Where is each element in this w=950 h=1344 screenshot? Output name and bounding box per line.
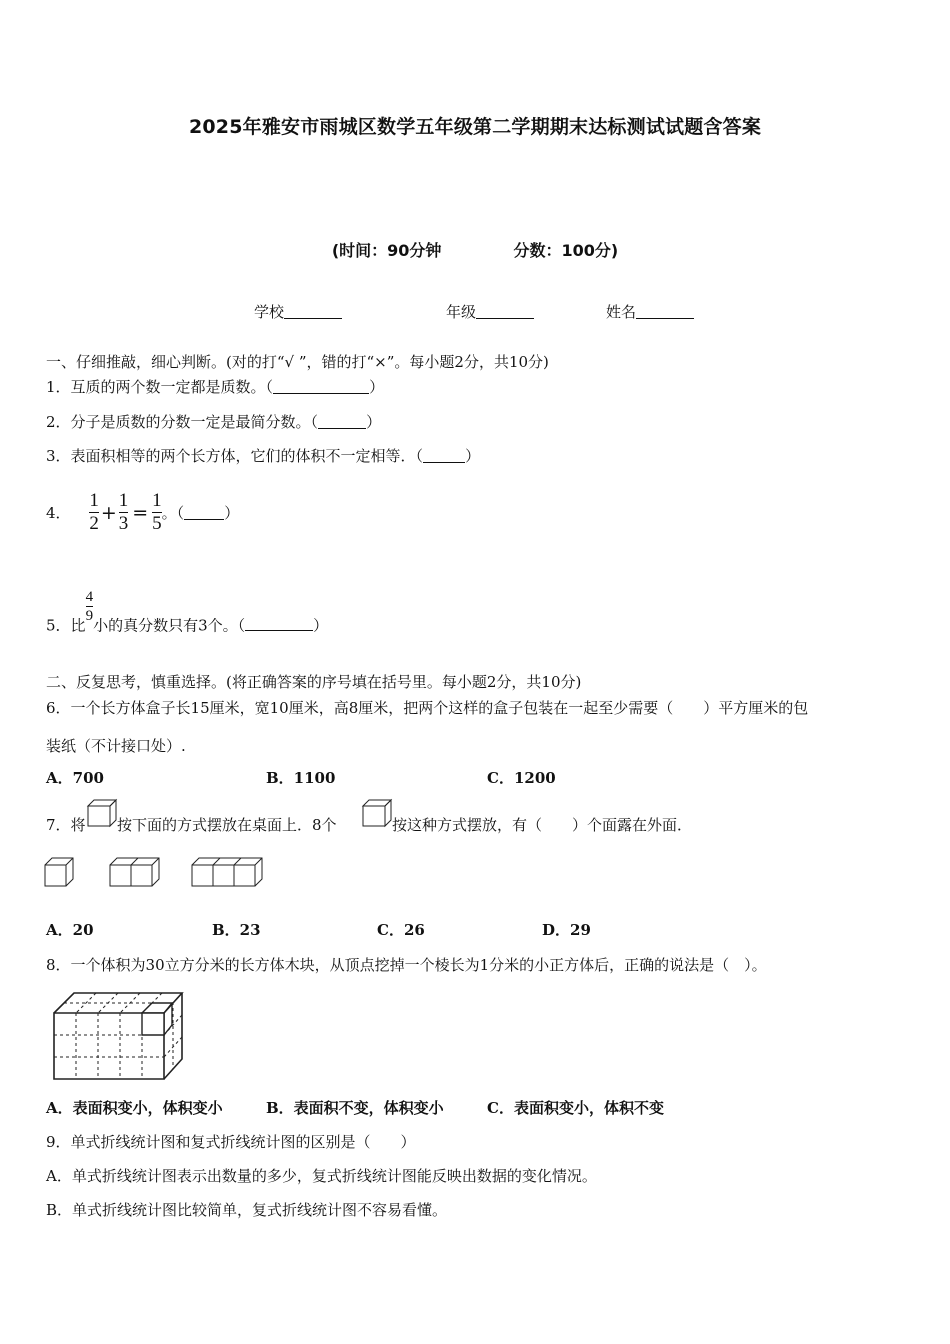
q8-option-b[interactable]: B．表面积不变，体积变小	[266, 1099, 444, 1117]
q6-line-1: 6．一个长方体盒子长15厘米，宽10厘米，高8厘米，把两个这样的盒子包装在一起至少需要（ ）平方厘米的包	[46, 699, 809, 717]
q7-option-a[interactable]: A．20	[46, 921, 94, 939]
q9-option-b[interactable]: B．单式折线统计图比较简单，复式折线统计图不容易看懂。	[46, 1201, 448, 1219]
q5-pre: 比	[70, 616, 86, 635]
q8-option-a[interactable]: A．表面积变小，体积变小	[46, 1099, 223, 1117]
q4-fraction-1: $\frac{1}{2}$	[89, 490, 99, 534]
q1-close: ）	[369, 378, 385, 396]
equals-sign: =	[132, 501, 149, 524]
q2-answer-blank[interactable]	[318, 414, 366, 429]
plus-sign: +	[100, 501, 117, 524]
q4-fraction-3: $\frac{1}{5}$	[152, 490, 162, 534]
q6-option-a[interactable]: A．700	[46, 769, 104, 787]
q8-text: 8．一个体积为30立方分米的长方体木块，从顶点挖掉一个棱长为1分米的小正方体后，正确的说法是（ ）。	[46, 956, 767, 974]
page-title: 2025年雅安市雨城区数学五年级第二学期期末达标测试试题含答案	[188, 116, 762, 138]
q5-fraction: $\frac{4}{9}$	[85, 589, 94, 624]
grade-label: 年级	[446, 303, 477, 321]
q2-close: ）	[366, 413, 382, 431]
q1-answer-blank[interactable]	[273, 379, 369, 394]
q3-text: 表面积相等的两个长方体，它们的体积不一定相等．（	[70, 447, 424, 465]
time-label: (时间：90分钟	[331, 241, 442, 260]
cube-row-1-icon	[44, 857, 74, 887]
q9-text: 9．单式折线统计图和复式折线统计图的区别是（ ）	[46, 1133, 416, 1151]
q1-number: 1．	[46, 378, 71, 396]
section1-heading: 一、仔细推敲，细心判断。(对的打“√ ”，错的打“×”。每小题2分，共10分)	[46, 353, 549, 371]
q3-answer-blank[interactable]	[423, 448, 465, 463]
section2-heading: 二、反复思考，慎重选择。(将正确答案的序号填在括号里。每小题2分，共10分)	[46, 673, 582, 691]
q5-number: 5．	[46, 616, 71, 635]
q5-answer-blank[interactable]	[245, 616, 313, 631]
question-1	[46, 376, 384, 397]
question-3	[46, 445, 480, 466]
q4-number: 4．	[46, 504, 71, 522]
school-field[interactable]	[254, 301, 342, 322]
name-label: 姓名	[606, 303, 637, 321]
q4-answer-blank[interactable]	[184, 505, 224, 520]
cube-icon	[86, 798, 116, 828]
score-label: 分数：100分)	[513, 241, 619, 260]
school-blank[interactable]	[284, 304, 342, 319]
q7-text-2: 按下面的方式摆放在桌面上．8个	[117, 816, 337, 834]
q6-option-c[interactable]: C．1200	[487, 769, 556, 787]
q7-option-c[interactable]: C．26	[377, 921, 425, 939]
q4-fraction-2: $\frac{1}{3}$	[118, 490, 129, 534]
question-2	[46, 411, 381, 432]
q5-text: 小的真分数只有3个。（	[93, 616, 246, 635]
q7-option-b[interactable]: B．23	[212, 921, 261, 939]
name-blank[interactable]	[636, 304, 694, 319]
question-5	[46, 588, 328, 636]
exam-meta	[0, 238, 950, 261]
cube-icon-2	[361, 798, 391, 828]
q2-text: 分子是质数的分数一定是最简分数。（	[70, 413, 319, 431]
grade-blank[interactable]	[476, 304, 534, 319]
q3-number: 3．	[46, 447, 71, 465]
q2-number: 2．	[46, 413, 71, 431]
q6-line-2: 装纸（不计接口处）.	[46, 737, 186, 755]
name-field[interactable]	[606, 301, 694, 322]
q7-text-1: 7．将	[46, 816, 86, 834]
q4-tail: 。（	[161, 504, 185, 522]
q7-option-d[interactable]: D．29	[542, 921, 591, 939]
q4-close: ）	[224, 504, 240, 522]
cuboid-figure-icon	[52, 991, 184, 1083]
q6-option-b[interactable]: B．1100	[266, 769, 336, 787]
q8-option-c[interactable]: C．表面积变小，体积不变	[487, 1099, 664, 1117]
school-label: 学校	[254, 303, 285, 321]
q7-text-3: 按这种方式摆放，有（ ）个面露在外面．	[392, 816, 693, 834]
cube-row-3-icon	[191, 857, 264, 887]
q5-close: ）	[313, 616, 329, 635]
q1-text: 互质的两个数一定都是质数。（	[70, 378, 274, 396]
grade-field[interactable]	[446, 301, 534, 322]
q9-option-a[interactable]: A．单式折线统计图表示出数量的多少，复式折线统计图能反映出数据的变化情况。	[46, 1167, 597, 1185]
question-4	[46, 490, 239, 535]
q3-close: ）	[465, 447, 481, 465]
cube-row-2-icon	[109, 857, 161, 887]
